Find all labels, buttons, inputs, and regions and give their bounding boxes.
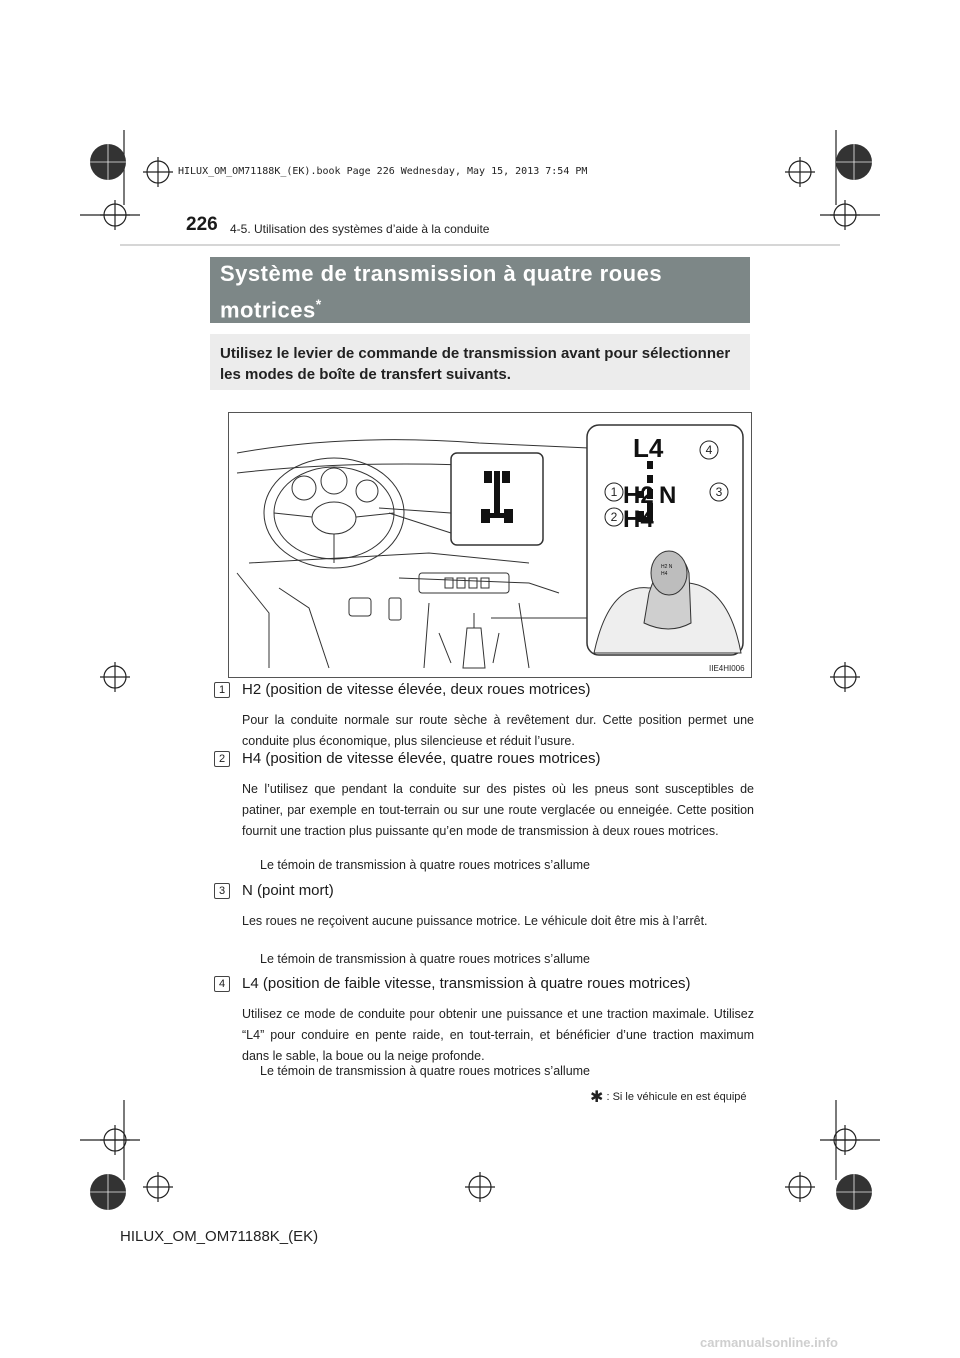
footnote	[590, 1087, 747, 1107]
knob-text: H2 N	[661, 564, 673, 570]
print-info-line: HILUX_OM_OM71188K_(EK).book Page 226 Wednesday, May 15, 2013 7:54 PM	[178, 166, 588, 177]
header-divider	[120, 244, 840, 246]
item-number: 3	[214, 883, 230, 899]
figure-code: IIE4HI006	[709, 664, 745, 673]
shift-label-l4: L4	[633, 433, 664, 463]
item-number: 4	[214, 976, 230, 992]
item-body: Ne l’utilisez que pendant la conduite sur des pistes où les pneus sont susceptibles de patiner, par exemple en tout-terrain ou sur une route verglacée ou enneigée. Cette position fournit une traction plus puissante qu’en mode de transmission à deux roues motrices.	[242, 782, 754, 838]
knob-text-2: H4	[661, 571, 668, 577]
callout-4: 4	[705, 443, 713, 457]
title-asterisk: *	[315, 296, 322, 312]
item-heading: H4 (position de vitesse élevée, quatre roues motrices)	[242, 750, 601, 767]
item-heading: L4 (position de faible vitesse, transmission à quatre roues motrices)	[242, 975, 691, 992]
asterisk-icon: ✱	[590, 1089, 604, 1106]
footnote-text: : Si le véhicule en est équipé	[606, 1091, 747, 1103]
intro-box	[210, 334, 750, 390]
indicator-note: Le témoin de transmission à quatre roues motrices s’allume	[260, 858, 591, 872]
item-number: 2	[214, 751, 230, 767]
page-number: 226	[186, 214, 218, 235]
site-watermark: carmanualsonline.info	[700, 1335, 838, 1350]
footer-document-code: HILUX_OM_OM71188K_(EK)	[120, 1228, 319, 1245]
section-breadcrumb: 4-5. Utilisation des systèmes d’aide à la conduite	[230, 222, 490, 236]
item-heading: H2 (position de vitesse élevée, deux roues motrices)	[242, 681, 591, 698]
indicator-note: Le témoin de transmission à quatre roues motrices s’allume	[260, 1064, 591, 1078]
shift-label-h4: H4	[623, 506, 654, 533]
item-heading: N (point mort)	[242, 882, 334, 899]
indicator-note: Le témoin de transmission à quatre roues motrices s’allume	[260, 952, 591, 966]
section-title	[220, 259, 740, 325]
item-body: Les roues ne reçoivent aucune puissance motrice. Le véhicule doit être mis à l’arrêt.	[242, 914, 708, 928]
callout-3: 3	[715, 485, 723, 499]
item-body: Utilisez ce mode de conduite pour obtenir une puissance et une traction maximale. Utilisez “L4” pour conduire en pente raide, en tout-terrain, et bénéficier d’une traction maximum dans le sable, la boue ou la neige profonde.	[242, 1007, 754, 1063]
shift-label-h2: H2	[623, 482, 654, 509]
section-title-text: Système de transmission à quatre roues motrices	[220, 261, 663, 323]
item-number: 1	[214, 682, 230, 698]
transfer-lever-illustration	[228, 412, 752, 678]
section-title-box	[210, 257, 750, 323]
callout-2: 2	[610, 510, 618, 524]
shift-label-n: N	[659, 482, 677, 509]
item-body: Pour la conduite normale sur route sèche à revêtement dur. Cette position permet une conduite plus économique, plus silencieuse et réduit l’usure.	[242, 713, 754, 748]
callout-1: 1	[610, 485, 618, 499]
intro-text: Utilisez le levier de commande de transmission avant pour sélectionner les modes de boîte de transfert suivants.	[220, 345, 731, 383]
